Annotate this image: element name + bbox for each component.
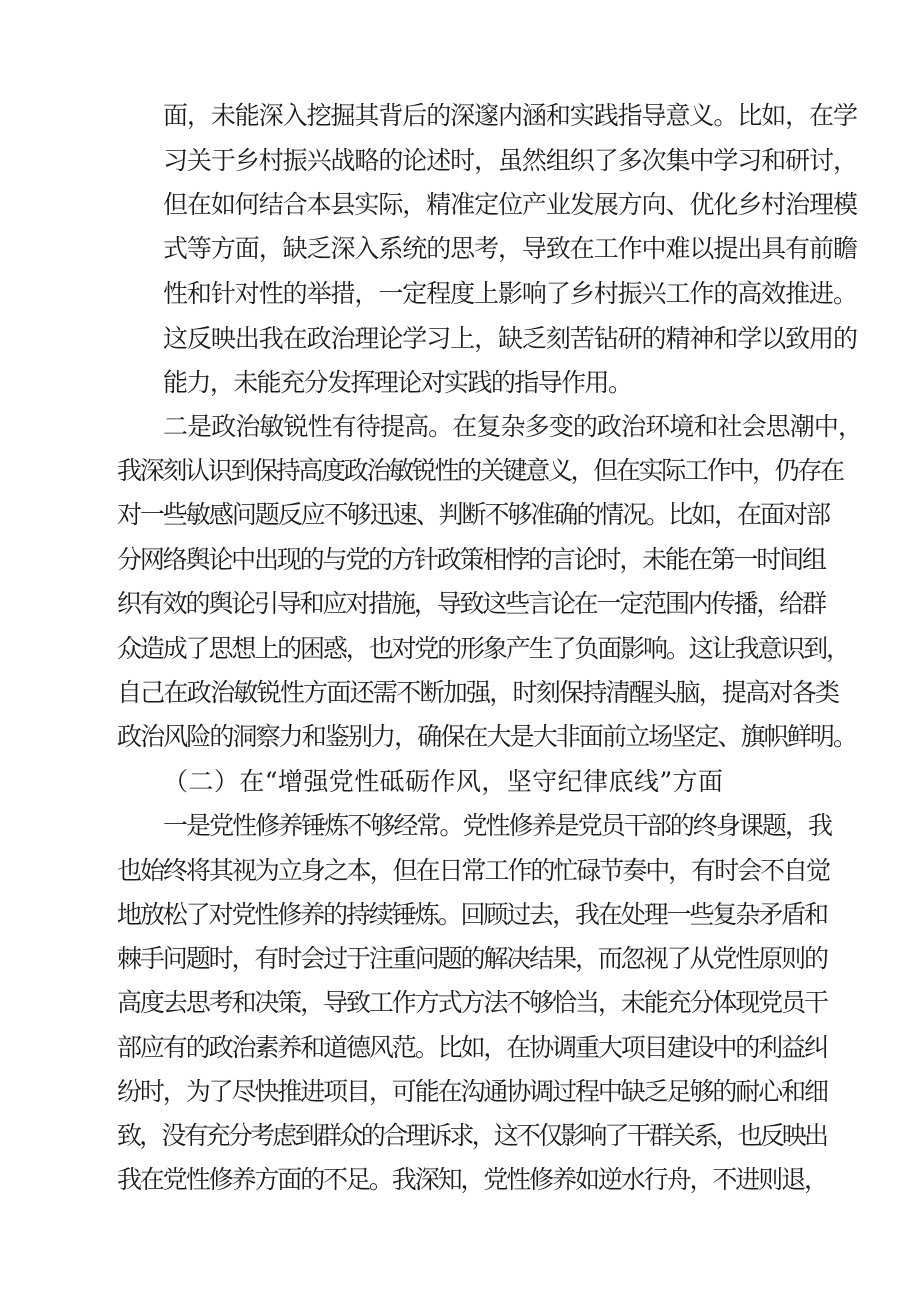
text-line: 地放松了对党性修养的持续锤炼。回顾过去，我在处理一些复杂矛盾和 [117, 900, 827, 929]
text-line: 二是政治敏锐性有待提高。在复杂多变的政治环境和社会思潮中， [163, 412, 863, 441]
text-line: 性和针对性的举措，一定程度上影响了乡村振兴工作的高效推进。 [163, 279, 857, 308]
text-line: 习关于乡村振兴战略的论述时，虽然组织了多次集中学习和研讨， [163, 146, 857, 175]
text-line: 分网络舆论中出现的与党的方针政策相悖的言论时，未能在第一时间组 [117, 545, 825, 574]
text-line: 自己在政治敏锐性方面还需不断加强，时刻保持清醒头脑，提高对各类 [117, 678, 839, 707]
text-line: 一是党性修养锤炼不够经常。党性修养是党员干部的终身课题，我 [163, 811, 832, 840]
text-line: 高度去思考和决策，导致工作方式方法不够恰当，未能充分体现党员干 [117, 988, 827, 1017]
text-line: 这反映出我在政治理论学习上，缺乏刻苦钻研的精神和学以致用的 [163, 324, 857, 353]
text-line: 面，未能深入挖掘其背后的深邃内涵和实践指导意义。比如，在学 [163, 101, 857, 130]
text-line: 织有效的舆论引导和应对措施，导致这些言论在一定范围内传播，给群 [117, 589, 825, 618]
text-line: 能力，未能充分发挥理论对实践的指导作用。 [163, 368, 632, 397]
text-line: 政治风险的洞察力和鉴别力，确保在大是大非面前立场坚定、旗帜鲜明。 [117, 722, 857, 751]
text-line: 也始终将其视为立身之本，但在日常工作的忙碌节奏中，有时会不自觉 [117, 856, 829, 885]
text-line: 式等方面，缺乏深入系统的思考，导致在工作中难以提出具有前瞻 [163, 234, 857, 263]
text-line: 但在如何结合本县实际，精准定位产业发展方向、优化乡村治理模 [163, 190, 857, 219]
text-line: 部应有的政治素养和道德风范。比如，在协调重大项目建设中的利益纠 [117, 1033, 827, 1062]
text-line: 对一些敏感问题反应不够迅速、判断不够准确的情况。比如，在面对部 [117, 500, 829, 529]
section-heading: （二）在“增强党性砥砺作风，坚守纪律底线”方面 [163, 767, 724, 796]
text-line: 众造成了思想上的困惑，也对党的形象产生了负面影响。这让我意识到， [117, 634, 849, 663]
text-line: 纷时，为了尽快推进项目，可能在沟通协调过程中缺乏足够的耐心和细 [117, 1077, 827, 1106]
text-line: 棘手问题时，有时会过于注重问题的解决结果，而忽视了从党性原则的 [117, 944, 827, 973]
text-line: 我深刻认识到保持高度政治敏锐性的关键意义，但在实际工作中，仍存在 [117, 456, 843, 485]
text-line: 我在党性修养方面的不足。我深知，党性修养如逆水行舟，不进则退， [117, 1165, 827, 1194]
text-line: 致，没有充分考虑到群众的合理诉求，这不仅影响了干群关系，也反映出 [117, 1121, 827, 1150]
